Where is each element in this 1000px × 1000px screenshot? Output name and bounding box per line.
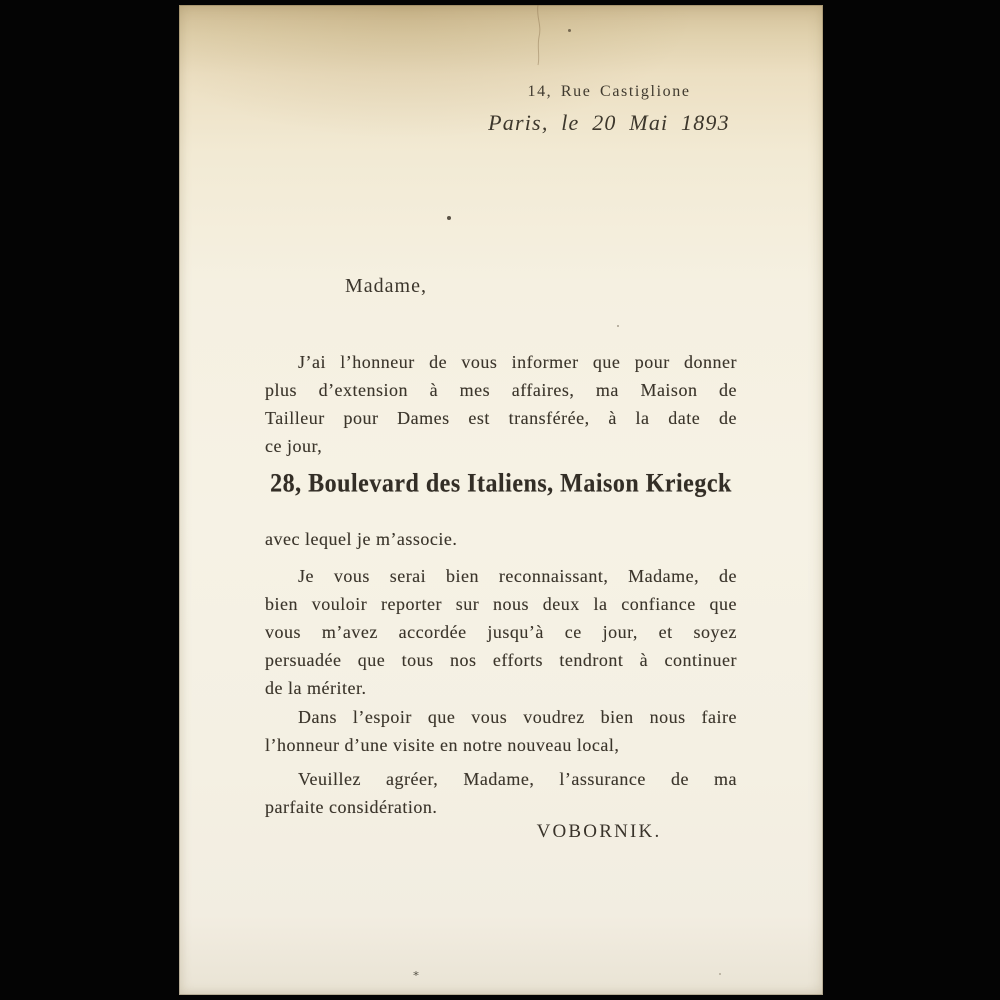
letter-line: l’honneur d’une visite en notre nouveau local, (265, 735, 620, 755)
paragraph-association (265, 525, 737, 553)
letter-line: Veuillez agréer, Madame, l’assurance de ma (298, 769, 737, 789)
letter-line: de la mériter. (265, 678, 367, 698)
letter-paper (179, 5, 823, 995)
letter-line: Je vous serai bien reconnaissant, Madame, de (298, 566, 737, 586)
letter-line: vous m’avez accordée jusqu’à ce jour, et soyez (265, 622, 737, 642)
salutation: Madame, (345, 275, 427, 297)
letterhead-dateline: Paris, le 20 Mai 1893 (488, 110, 730, 135)
letterhead (409, 83, 809, 136)
letter-line: ce jour, (265, 436, 323, 456)
paragraph-gratitude (265, 562, 737, 702)
new-address-headline: 28, Boulevard des Italiens, Maison Kriegck (270, 469, 732, 499)
paragraph-transfer-announcement (265, 348, 737, 460)
letter-line: Tailleur pour Dames est transférée, à la date de (265, 408, 737, 428)
paper-speck (568, 29, 571, 32)
paper-speck (447, 216, 451, 220)
paper-speck (617, 325, 619, 327)
paper-speck (719, 973, 721, 975)
letter-line: avec lequel je m’associe. (265, 529, 458, 549)
paper-crease (529, 5, 549, 67)
letter-line: bien vouloir reporter sur nous deux la confiance que (265, 594, 737, 614)
paragraph-closing (265, 765, 737, 821)
bottom-mark: ⁎ (413, 965, 419, 979)
signature: VOBORNIK. (536, 821, 662, 842)
letter-line: Dans l’espoir que vous voudrez bien nous faire (298, 707, 737, 727)
letter-line: persuadée que tous nos efforts tendront à continuer (265, 650, 737, 670)
letter-line: J’ai l’honneur de vous informer que pour donner (298, 352, 737, 372)
letter-line: plus d’extension à mes affaires, ma Maison de (265, 380, 737, 400)
letter-line: parfaite considération. (265, 797, 438, 817)
paragraph-invitation (265, 703, 737, 759)
letterhead-address: 14, Rue Castiglione (527, 83, 691, 100)
